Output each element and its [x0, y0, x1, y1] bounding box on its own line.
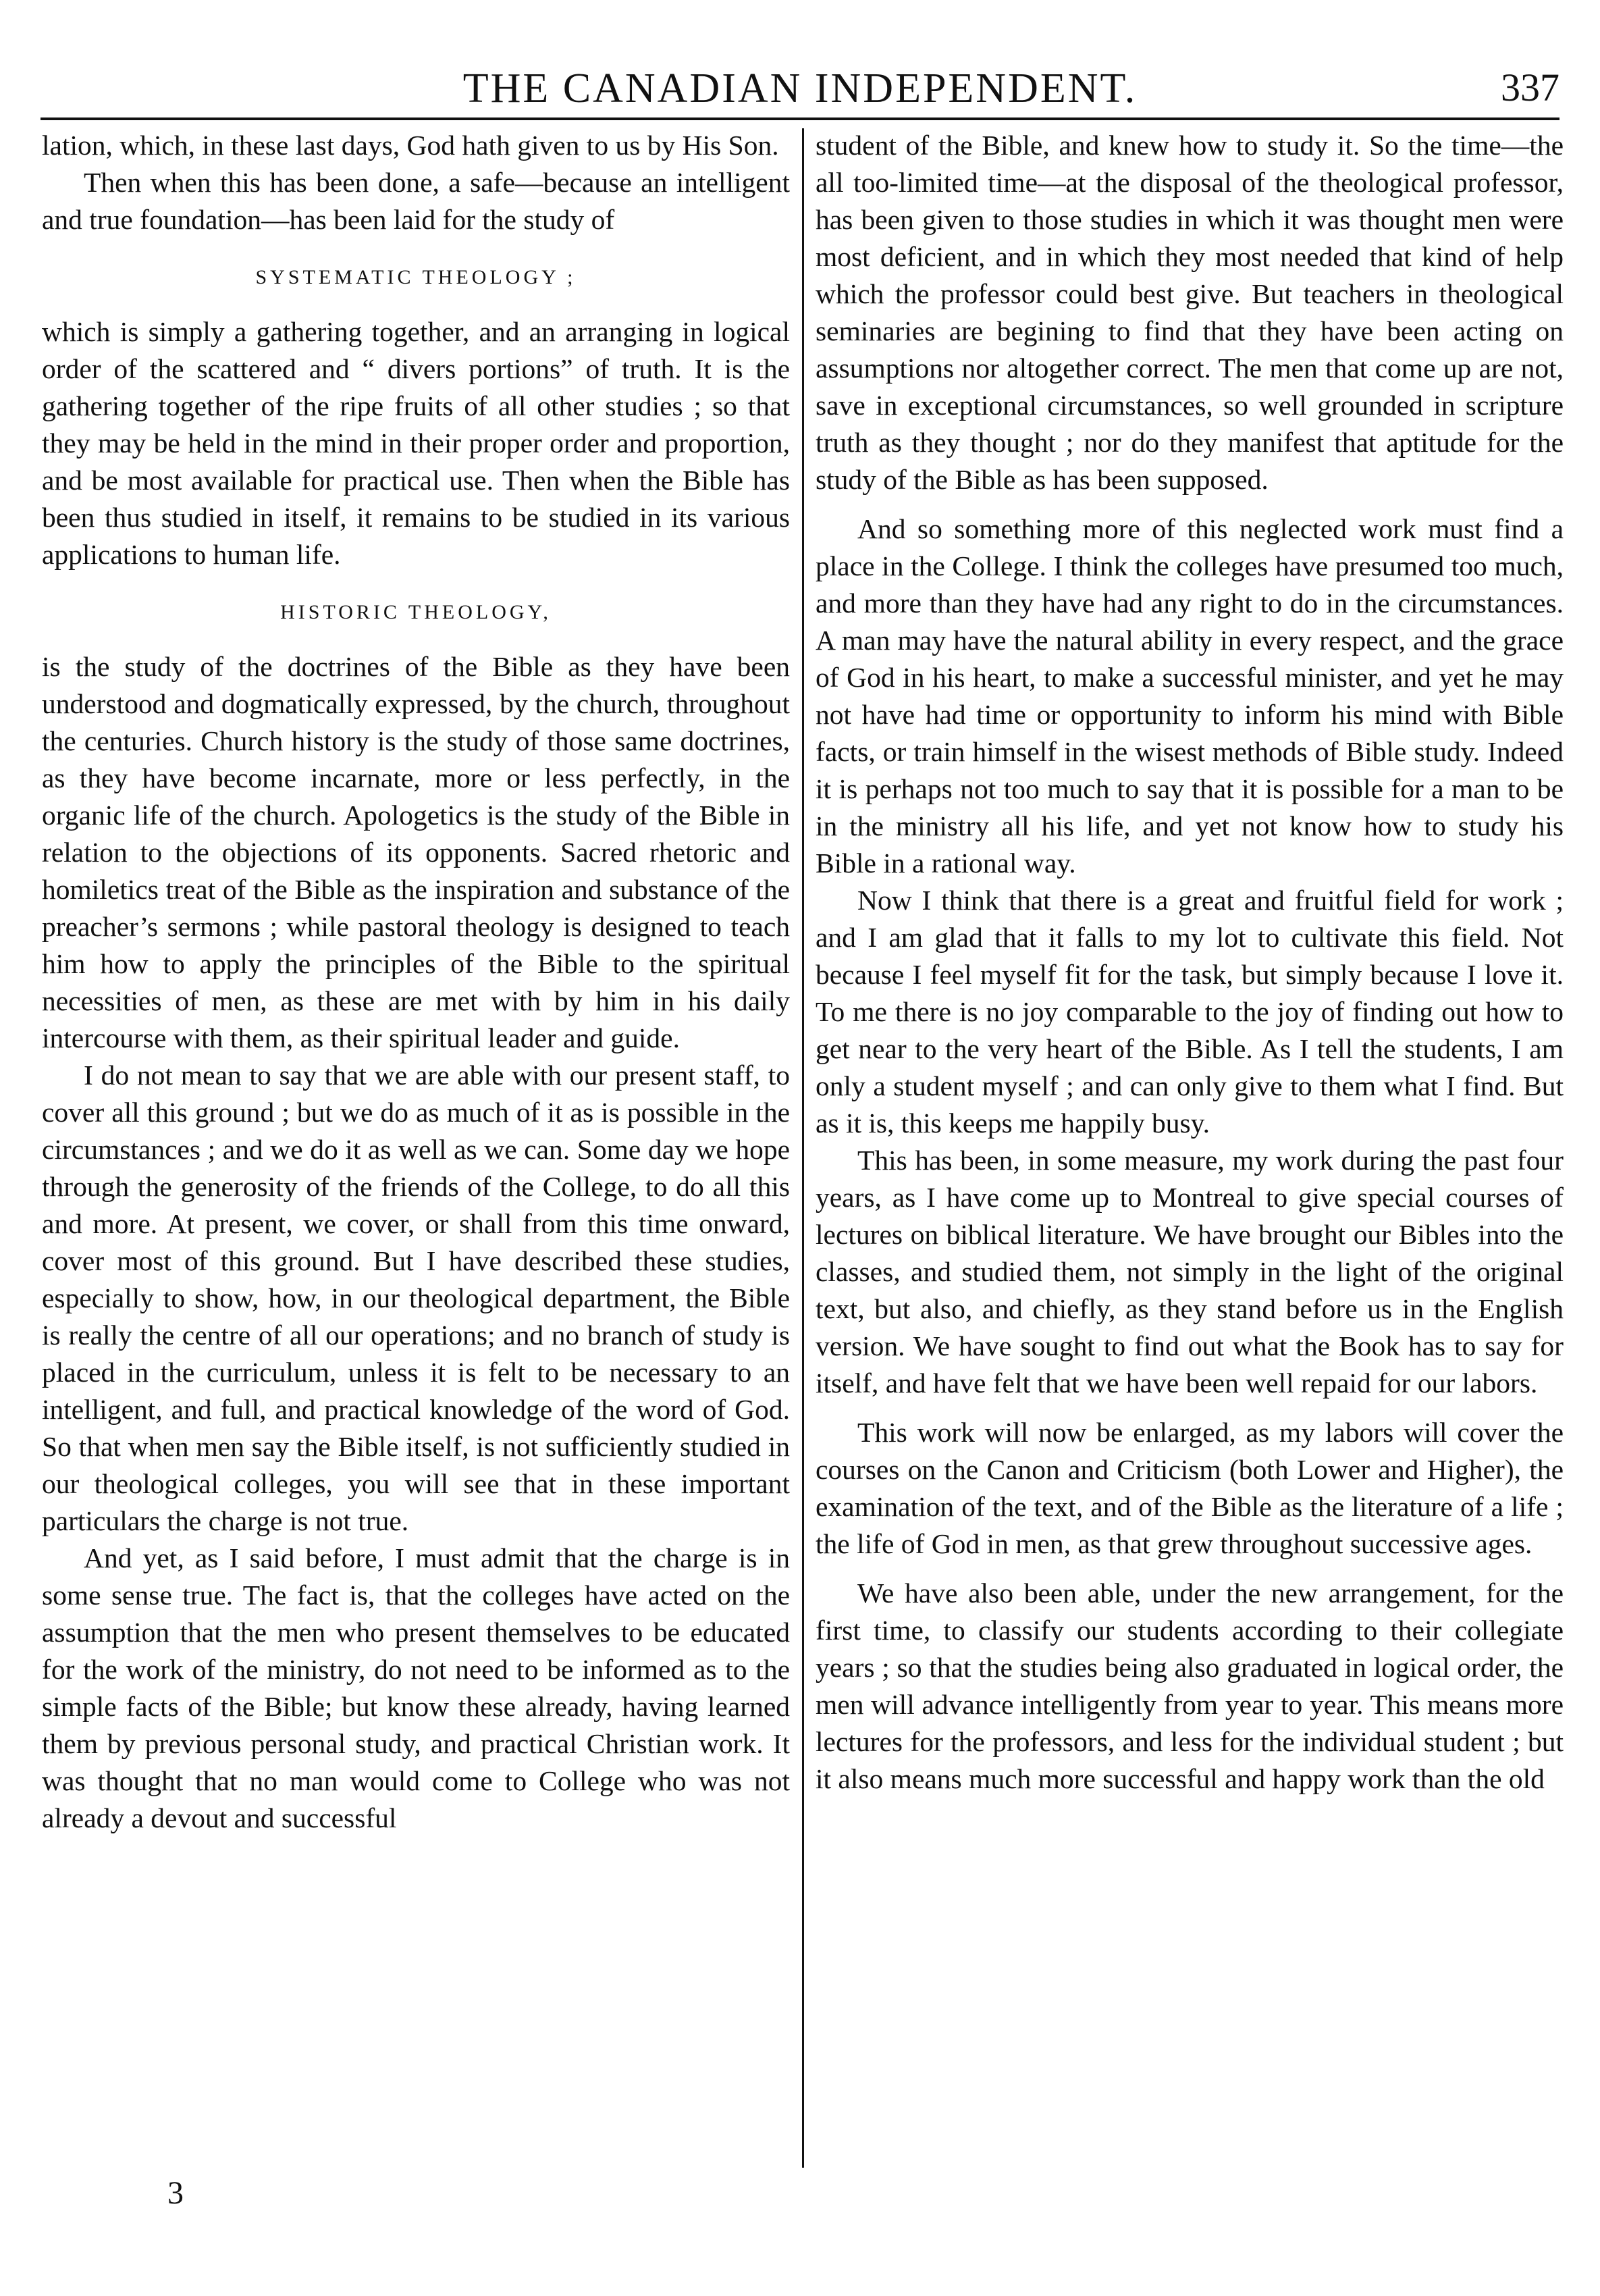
header-rule — [41, 118, 1559, 120]
column-divider — [802, 128, 804, 2168]
paragraph: Then when this has been done, a safe—because an intelligent and true foundation—has been laid for the study of — [42, 167, 790, 235]
paragraph: student of the Bible, and knew how to study it. So the time—the all too-limited time—at the disposal of the theological professor, has been given to those studies in which it was thought men were most deficient, and in which they most needed that kind of help which the professor could best give. But teachers in theological seminaries are begining to find that they have been acting on assumptions nor altogether correct. The men that come up are not, save in exceptional circumstances, so well grounded in scripture truth as they thought ; nor do they manifest that aptitude for the study of the Bible as has been supposed. — [816, 130, 1564, 495]
paragraph: This work will now be enlarged, as my labors will cover the courses on the Canon and Criticism (both Lower and Higher), the examination of the text, and of the Bible as the literature of a life ; the life of God in men, as that grew throughout successive ages. — [816, 1417, 1564, 1559]
paragraph: This has been, in some measure, my work during the past four years, as I have come up to Montreal to give special courses of lectures on biblical literature. We have brought our Bibles into the classes, and studied them, not simply in the light of the original text, but also, and chiefly, as they stand before us in the English version. We have sought to find out what the Book has to say for itself, and have felt that we have been well repaid for our labors. — [816, 1145, 1564, 1399]
left-column — [42, 127, 790, 2166]
paragraph: which is simply a gathering together, and an arranging in logical order of the scattered and “ divers portions” of truth. It is the gathering together of the ripe fruits of all other studies ; so that they may be held in the mind in their proper order and proportion, and be most available for practical use. Then when the Bible has been thus studied in itself, it remains to be studied in its various applications to human life. — [42, 316, 790, 570]
paragraph: I do not mean to say that we are able with our present staff, to cover all this ground ; but we do as much of it as is possible in the circumstances ; and we do it as well as we can. Some day we hope through the generosity of the friends of the College, to do all this and more. At present, we cover, or shall from this time onward, cover most of this ground. But I have described these studies, especially to show, how, in our theological department, the Bible is really the centre of all our operations; and no branch of study is placed in the curriculum, unless it is felt to be necessary to an intelligent, and full, and practical knowledge of the word of God. So that when men say the Bible itself, is not sufficiently studied in our theological colleges, you will see that in these important particulars the charge is not true. — [42, 1060, 790, 1536]
paragraph: Now I think that there is a great and fruitful field for work ; and I am glad that it falls to my lot to cultivate this field. Not because I feel myself fit for the task, but simply because I love it. To me there is no joy comparable to the joy of finding out how to get near to the very heart of the Bible. As I tell the students, I am only a student myself ; and can only give to them what I find. But as it is, this keeps me happily busy. — [816, 885, 1564, 1139]
paragraph: And so something more of this neglected work must find a place in the College. I think the colleges have presumed too much, and more than they have had any right to do in the circumstances. A man may have the natural ability in every respect, and the grace of God in his heart, to make a successful minister, and yet he may not have had time or opportunity to inform his mind with Bible facts, or train himself in the wisest methods of Bible study. Indeed it is perhaps not too much to say that it is possible for a man to be in the ministry all his life, and yet not know how to study his Bible in a rational way. — [816, 513, 1564, 879]
page-number: 337 — [1501, 66, 1559, 109]
paragraph: We have also been able, under the new arrangement, for the first time, to classify our students according to their collegiate years ; so that the studies being also graduated in logical order, the men will advance intelligently from year to year. This means more lectures for the professors, and less for the individual student ; but it also means much more successful and happy work than the old — [816, 1577, 1564, 1794]
page-header — [41, 53, 1559, 120]
signature-mark: 3 — [167, 2175, 184, 2211]
paragraph: is the study of the doctrines of the Bible as they have been understood and dogmatically expressed, by the church, throughout the centuries. Church history is the study of those same doctrines, as they have become incarnate, more or less perfectly, in the organic life of the church. Apologetics is the study of the Bible in relation to the objections of its opponents. Sacred rhetoric and homiletics treat of the Bible as the inspiration and substance of the preacher’s sermons ; while pastoral theology is designed to teach him how to apply the principles of the Bible to the spiritual necessities of men, as these are met with by him in his daily intercourse with them, as their spiritual leader and guide. — [42, 651, 790, 1053]
section-heading-historic-theology: HISTORIC THEOLOGY, — [280, 601, 552, 623]
right-column — [816, 127, 1564, 2166]
running-title: THE CANADIAN INDEPENDENT. — [462, 66, 1138, 111]
paragraph: lation, which, in these last days, God hath given to us by His Son. — [42, 130, 779, 161]
paragraph: And yet, as I said before, I must admit that the charge is in some sense true. The fact is, that the colleges have acted on the assumption that the men who present themselves to be educated for the work of the ministry, do not need to be informed as to the simple facts of the Bible; but know these already, having learned them by previous personal study, and practical Christian work. It was thought that no man would come to College who was not already a devout and successful — [42, 1542, 790, 1833]
section-heading-systematic-theology: SYSTEMATIC THEOLOGY ; — [255, 266, 577, 288]
